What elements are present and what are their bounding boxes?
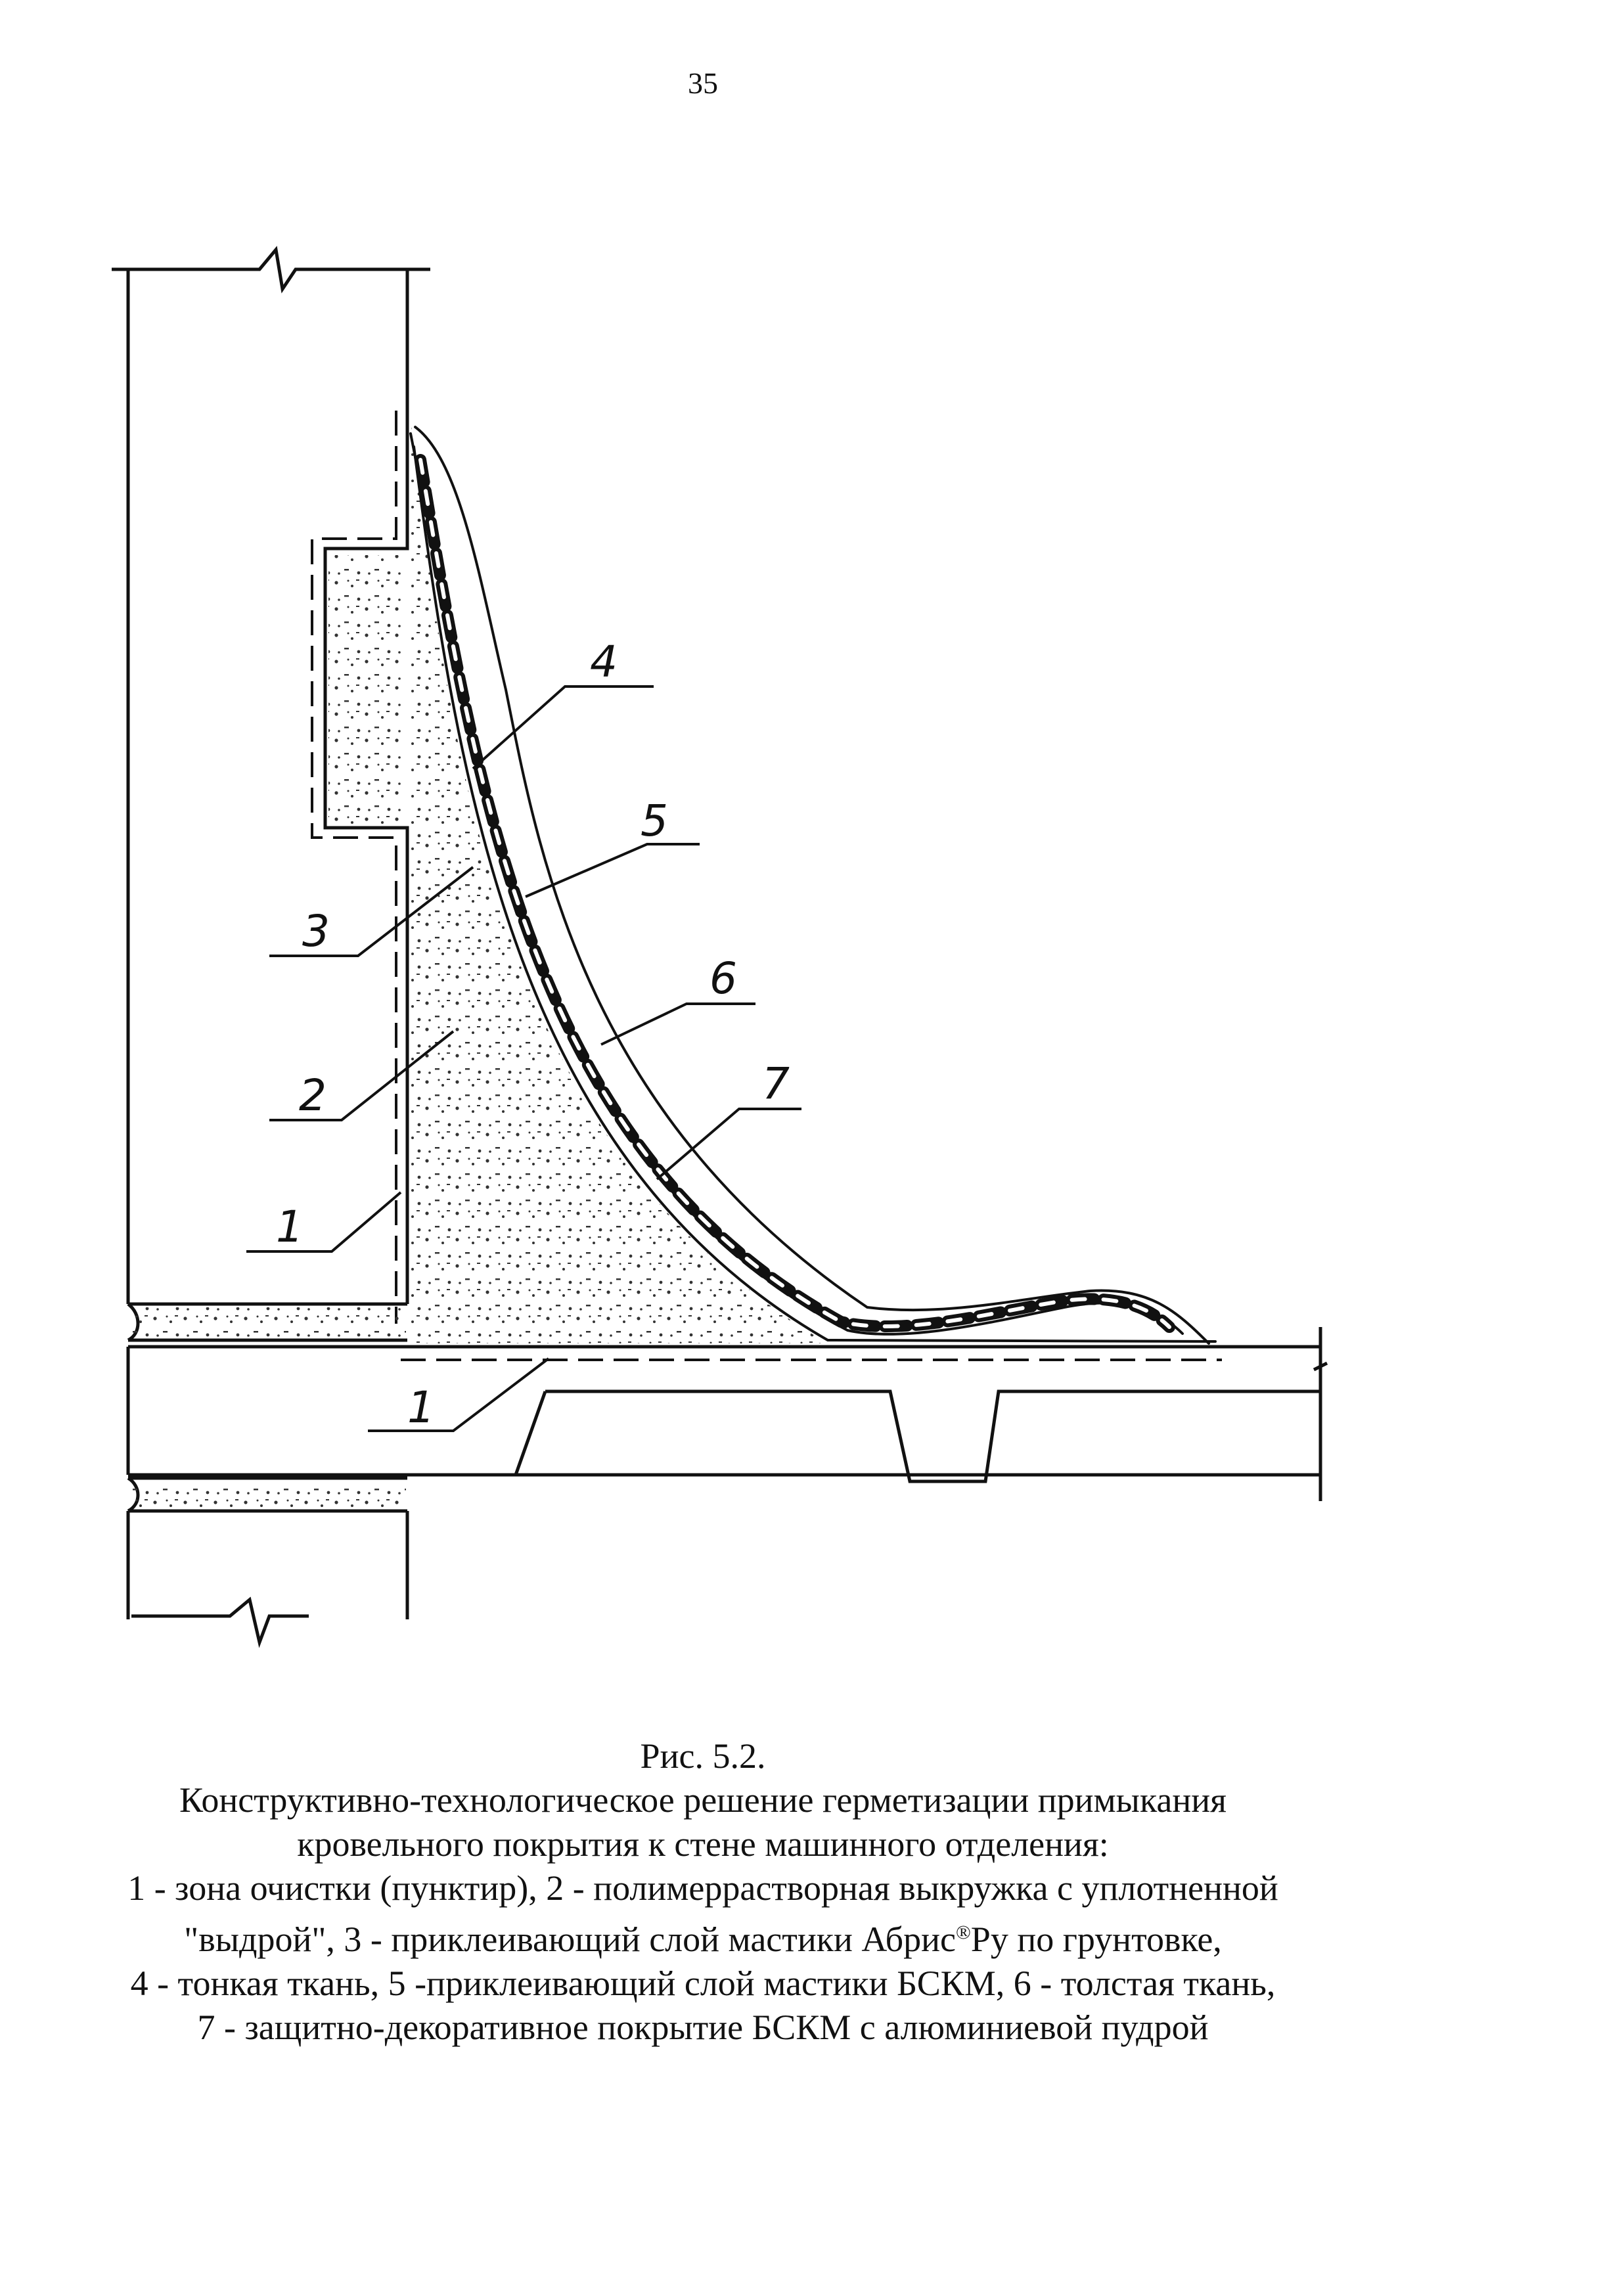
label-2: 2: [299, 1070, 327, 1121]
leader-1-slab: [368, 1359, 549, 1431]
leader-4: [473, 687, 654, 769]
legend-line-4: 7 - защитно-декоративное покрытие БСКМ с алюминиевой пудрой: [197, 2008, 1209, 2047]
legend-line-3: 4 - тонкая ткань, 5 -приклеивающий слой мастики БСКМ, 6 - толстая ткань,: [130, 1964, 1276, 2003]
legend-line-2: [39, 1910, 1366, 1962]
polymer-mortar-fillet: [411, 420, 828, 1343]
caption-title-line-2: кровельного покрытия к стене машинного отделения:: [297, 1824, 1109, 1864]
label-1-wall: 1: [276, 1202, 304, 1252]
legend-line-2-end: Ру по грунтовке,: [970, 1920, 1222, 1959]
label-6: 6: [710, 953, 737, 1004]
leader-6: [601, 1004, 755, 1045]
label-7: 7: [762, 1058, 790, 1109]
wall-lower: [128, 1511, 407, 1619]
corrugated-deck: [545, 1391, 1320, 1481]
legend-line-1: 1 - зона очистки (пунктир), 2 - полимеррастворная выкружка с уплотненной: [127, 1868, 1278, 1908]
mortar-joint-fill: [131, 1307, 406, 1338]
page-number: 35: [688, 66, 718, 100]
roof-slab: [128, 1347, 1320, 1475]
caption-title-line-1: Конструктивно-технологическое решение герметизации примыкания: [179, 1780, 1227, 1820]
bottom-break-line: [131, 1600, 309, 1642]
label-1-slab: 1: [407, 1382, 435, 1433]
leader-7: [657, 1109, 801, 1179]
legend-line-2-start: "выдрой", 3 - приклеивающий слой мастики Абрис: [184, 1920, 956, 1959]
registered-mark: ®: [956, 1922, 971, 1943]
leader-5: [526, 844, 700, 897]
figure-number: Рис. 5.2.: [640, 1736, 766, 1776]
top-break-line: [112, 250, 430, 289]
label-5: 5: [641, 796, 668, 846]
label-4: 4: [590, 637, 618, 687]
label-3: 3: [302, 906, 330, 957]
recess-mortar-fill: [328, 555, 404, 824]
figure-caption: [39, 1734, 1366, 2050]
leader-1-wall: [246, 1192, 401, 1251]
